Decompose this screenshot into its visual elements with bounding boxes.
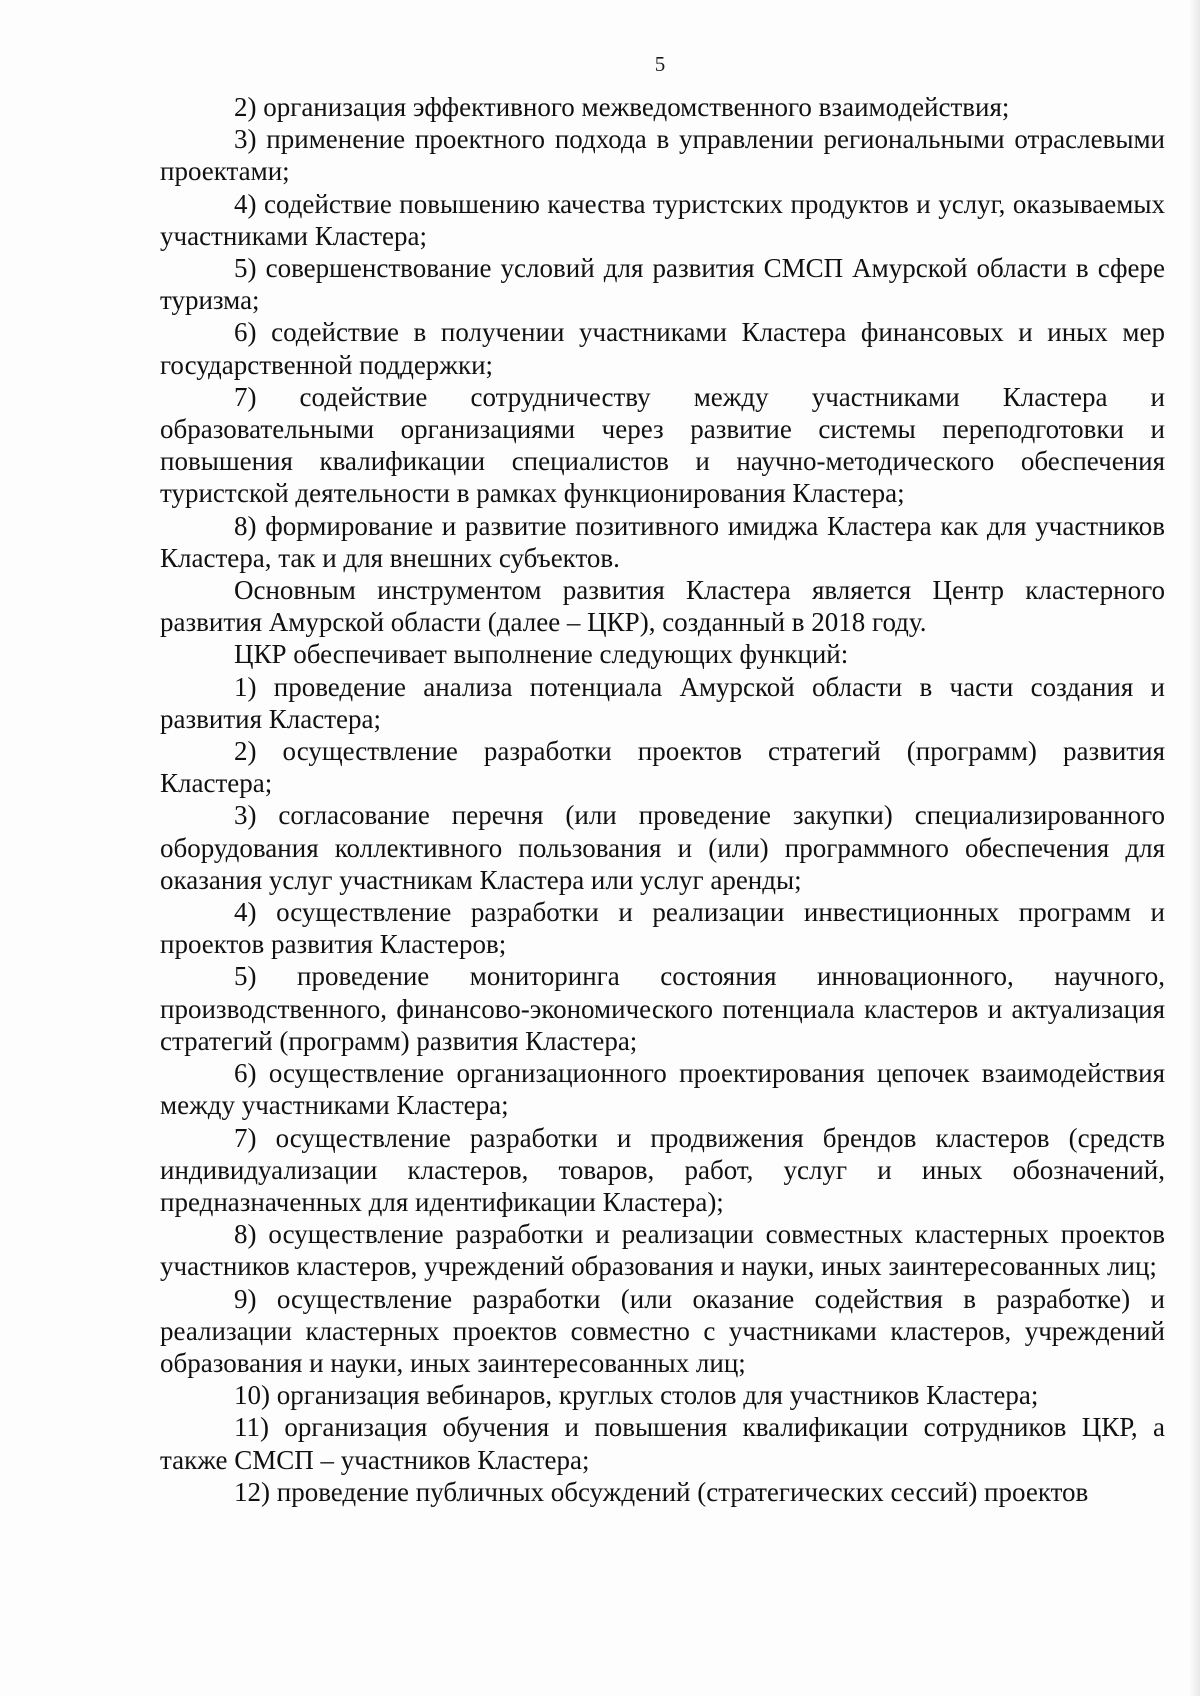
paragraph: 6) содействие в получении участниками Кластера финансовых и иных мер государственной поддержки; bbox=[160, 317, 1165, 380]
paragraph: 6) осуществление организационного проектирования цепочек взаимодействия между участниками Кластера; bbox=[160, 1058, 1165, 1121]
paragraph: 11) организация обучения и повышения квалификации сотрудников ЦКР, а также СМСП – участников Кластера; bbox=[160, 1412, 1165, 1475]
paragraph: Основным инструментом развития Кластера является Центр кластерного развития Амурской области (далее – ЦКР), созданный в 2018 году. bbox=[160, 575, 1165, 638]
paragraph: 5) проведение мониторинга состояния инновационного, научного, производственного, финансово-экономического потенциала кластеров и актуализация стратегий (программ) развития Кластера; bbox=[160, 961, 1165, 1056]
paragraph: 7) содействие сотрудничеству между участниками Кластера и образовательными организациями через развитие системы переподготовки и повышения квалификации специалистов и научно-методического обеспечения туристской деятельности в рамках функционирования Кластера; bbox=[160, 381, 1165, 509]
paragraph: 2) организация эффективного межведомственного взаимодействия; bbox=[234, 92, 1010, 122]
document-body bbox=[160, 91, 1165, 1508]
paragraph: 4) осуществление разработки и реализации инвестиционных программ и проектов развития Кластеров; bbox=[160, 897, 1165, 960]
paragraph: ЦКР обеспечивает выполнение следующих функций: bbox=[234, 639, 849, 670]
paragraph: 7) осуществление разработки и продвижения брендов кластеров (средств индивидуализации кластеров, товаров, работ, услуг и иных обозначений, предназначенных для идентификации Кластера); bbox=[160, 1122, 1165, 1217]
paragraph: 8) осуществление разработки и реализации совместных кластерных проектов участников кластеров, учреждений образования и науки, иных заинтересованных лиц; bbox=[160, 1219, 1165, 1282]
paragraph: 1) проведение анализа потенциала Амурской области в части создания и развития Кластера; bbox=[160, 671, 1165, 734]
paragraph: 8) формирование и развитие позитивного имиджа Кластера как для участников Кластера, так и для внешних субъектов. bbox=[160, 510, 1165, 573]
paragraph: 3) применение проектного подхода в управлении региональными отраслевыми проектами; bbox=[160, 124, 1165, 187]
page-number: 5 bbox=[654, 52, 666, 76]
scan-edge bbox=[1188, 0, 1200, 1696]
paragraph: 9) осуществление разработки (или оказание содействия в разработке) и реализации кластерных проектов совместно с участниками кластеров, учреждений образования и науки, иных заинтересованных лиц; bbox=[160, 1283, 1165, 1378]
paragraph: 12) проведение публичных обсуждений (стратегических сессий) проектов bbox=[234, 1476, 1089, 1507]
paragraph: 2) осуществление разработки проектов стратегий (программ) развития Кластера; bbox=[160, 736, 1165, 799]
paragraph: 5) совершенствование условий для развития СМСП Амурской области в сфере туризма; bbox=[160, 253, 1165, 316]
paragraph: 10) организация вебинаров, круглых столов для участников Кластера; bbox=[234, 1380, 1039, 1411]
paragraph: 4) содействие повышению качества туристских продуктов и услуг, оказываемых участниками Кластера; bbox=[160, 188, 1165, 251]
paragraph: 3) согласование перечня (или проведение закупки) специализированного оборудования коллективного пользования и (или) программного обеспечения для оказания услуг участникам Кластера или услуг аренды; bbox=[160, 800, 1165, 895]
